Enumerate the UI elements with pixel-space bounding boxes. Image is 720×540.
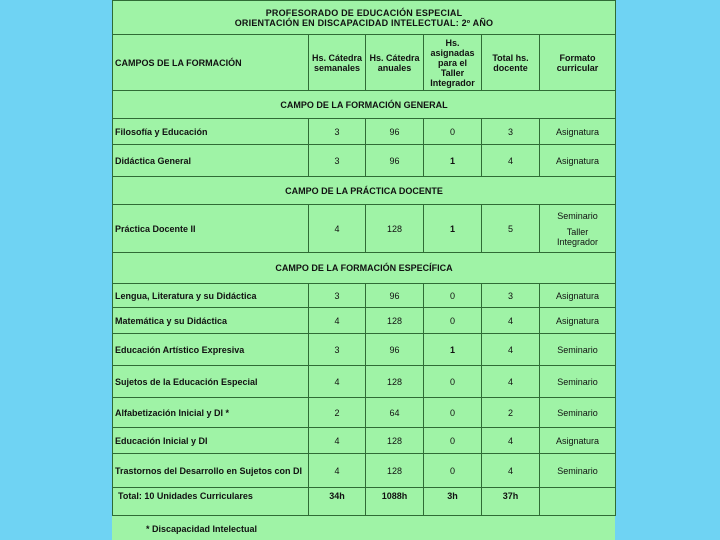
table-row xyxy=(113,145,616,177)
header-row xyxy=(113,35,616,91)
subject-name: Matemática y su Didáctica xyxy=(113,308,309,334)
section-row xyxy=(113,253,616,284)
table-row xyxy=(113,205,616,253)
subject-name: Práctica Docente II xyxy=(113,205,309,253)
section-title-practica: CAMPO DE LA PRÁCTICA DOCENTE xyxy=(113,177,616,205)
hs-anuales: 96 xyxy=(366,284,424,308)
subject-name: Lengua, Literatura y su Didáctica xyxy=(113,284,309,308)
hs-semanales: 3 xyxy=(309,119,366,145)
hs-semanales: 3 xyxy=(309,284,366,308)
section-title-general: CAMPO DE LA FORMACIÓN GENERAL xyxy=(113,91,616,119)
header-total: Total hs. docente xyxy=(482,35,540,91)
hs-total: 3 xyxy=(482,119,540,145)
hs-anuales: 96 xyxy=(366,145,424,177)
header-campos: CAMPOS DE LA FORMACIÓN xyxy=(113,35,309,91)
hs-total: 4 xyxy=(482,428,540,454)
section-title-especifica: CAMPO DE LA FORMACIÓN ESPECÍFICA xyxy=(113,253,616,284)
hs-anuales: 128 xyxy=(366,428,424,454)
subject-name: Sujetos de la Educación Especial xyxy=(113,366,309,398)
hs-semanales: 2 xyxy=(309,398,366,428)
formato: Seminario xyxy=(540,366,616,398)
table-row xyxy=(113,284,616,308)
hs-semanales: 4 xyxy=(309,428,366,454)
formato: Asignatura xyxy=(540,428,616,454)
subject-name: Trastornos del Desarrollo en Sujetos con DI xyxy=(113,454,309,488)
table-row xyxy=(113,398,616,428)
hs-taller: 0 xyxy=(424,308,482,334)
hs-semanales: 4 xyxy=(309,308,366,334)
hs-anuales: 96 xyxy=(366,119,424,145)
formato: Seminario xyxy=(540,334,616,366)
curriculum-table xyxy=(112,0,616,516)
hs-total: 2 xyxy=(482,398,540,428)
hs-semanales: 4 xyxy=(309,454,366,488)
hs-taller: 0 xyxy=(424,454,482,488)
hs-taller: 0 xyxy=(424,284,482,308)
subject-name: Educación Inicial y DI xyxy=(113,428,309,454)
header-taller: Hs. asignadas para el Taller Integrador xyxy=(424,35,482,91)
subject-name: Filosofía y Educación xyxy=(113,119,309,145)
totals-anuales: 1088h xyxy=(366,488,424,516)
section-row xyxy=(113,177,616,205)
subject-name: Educación Artístico Expresiva xyxy=(113,334,309,366)
hs-total: 5 xyxy=(482,205,540,253)
formato: Asignatura xyxy=(540,284,616,308)
hs-anuales: 128 xyxy=(366,205,424,253)
header-anuales: Hs. Cátedra anuales xyxy=(366,35,424,91)
hs-total: 4 xyxy=(482,308,540,334)
subject-name: Alfabetización Inicial y DI * xyxy=(113,398,309,428)
hs-total: 4 xyxy=(482,366,540,398)
formato xyxy=(540,205,616,253)
subject-name: Didáctica General xyxy=(113,145,309,177)
totals-taller: 3h xyxy=(424,488,482,516)
hs-semanales: 3 xyxy=(309,145,366,177)
hs-taller: 0 xyxy=(424,119,482,145)
table-row xyxy=(113,454,616,488)
table-row xyxy=(113,428,616,454)
title-line-2: ORIENTACIÓN EN DISCAPACIDAD INTELECTUAL: 2º AÑO xyxy=(234,17,494,28)
formato-line-2: Taller Integrador xyxy=(556,226,599,247)
formato: Asignatura xyxy=(540,145,616,177)
table-row xyxy=(113,334,616,366)
hs-anuales: 96 xyxy=(366,334,424,366)
formato-line-1: Seminario xyxy=(557,210,598,221)
totals-label: Total: 10 Unidades Curriculares xyxy=(113,488,309,516)
hs-total: 4 xyxy=(482,145,540,177)
footnote: * Discapacidad Intelectual xyxy=(146,524,258,534)
title-row xyxy=(113,1,616,35)
formato: Asignatura xyxy=(540,119,616,145)
totals-empty xyxy=(540,488,616,516)
hs-total: 4 xyxy=(482,334,540,366)
formato: Seminario xyxy=(540,398,616,428)
formato: Seminario xyxy=(540,454,616,488)
title-line-1: PROFESORADO DE EDUCACIÓN ESPECIAL xyxy=(265,7,463,18)
section-row xyxy=(113,91,616,119)
hs-semanales: 3 xyxy=(309,334,366,366)
hs-semanales: 4 xyxy=(309,205,366,253)
table-row xyxy=(113,308,616,334)
table-row xyxy=(113,119,616,145)
header-semanales: Hs. Cátedra semanales xyxy=(309,35,366,91)
formato: Asignatura xyxy=(540,308,616,334)
hs-total: 4 xyxy=(482,454,540,488)
hs-taller: 1 xyxy=(424,334,482,366)
hs-taller: 1 xyxy=(424,205,482,253)
hs-total: 3 xyxy=(482,284,540,308)
hs-taller: 0 xyxy=(424,398,482,428)
hs-anuales: 64 xyxy=(366,398,424,428)
document-sheet xyxy=(112,0,615,540)
totals-semanales: 34h xyxy=(309,488,366,516)
hs-taller: 0 xyxy=(424,428,482,454)
totals-row xyxy=(113,488,616,516)
totals-total: 37h xyxy=(482,488,540,516)
header-formato: Formato curricular xyxy=(540,35,616,91)
hs-taller: 1 xyxy=(424,145,482,177)
hs-anuales: 128 xyxy=(366,454,424,488)
table-row xyxy=(113,366,616,398)
hs-anuales: 128 xyxy=(366,308,424,334)
hs-taller: 0 xyxy=(424,366,482,398)
page-title xyxy=(113,1,616,35)
hs-semanales: 4 xyxy=(309,366,366,398)
hs-anuales: 128 xyxy=(366,366,424,398)
